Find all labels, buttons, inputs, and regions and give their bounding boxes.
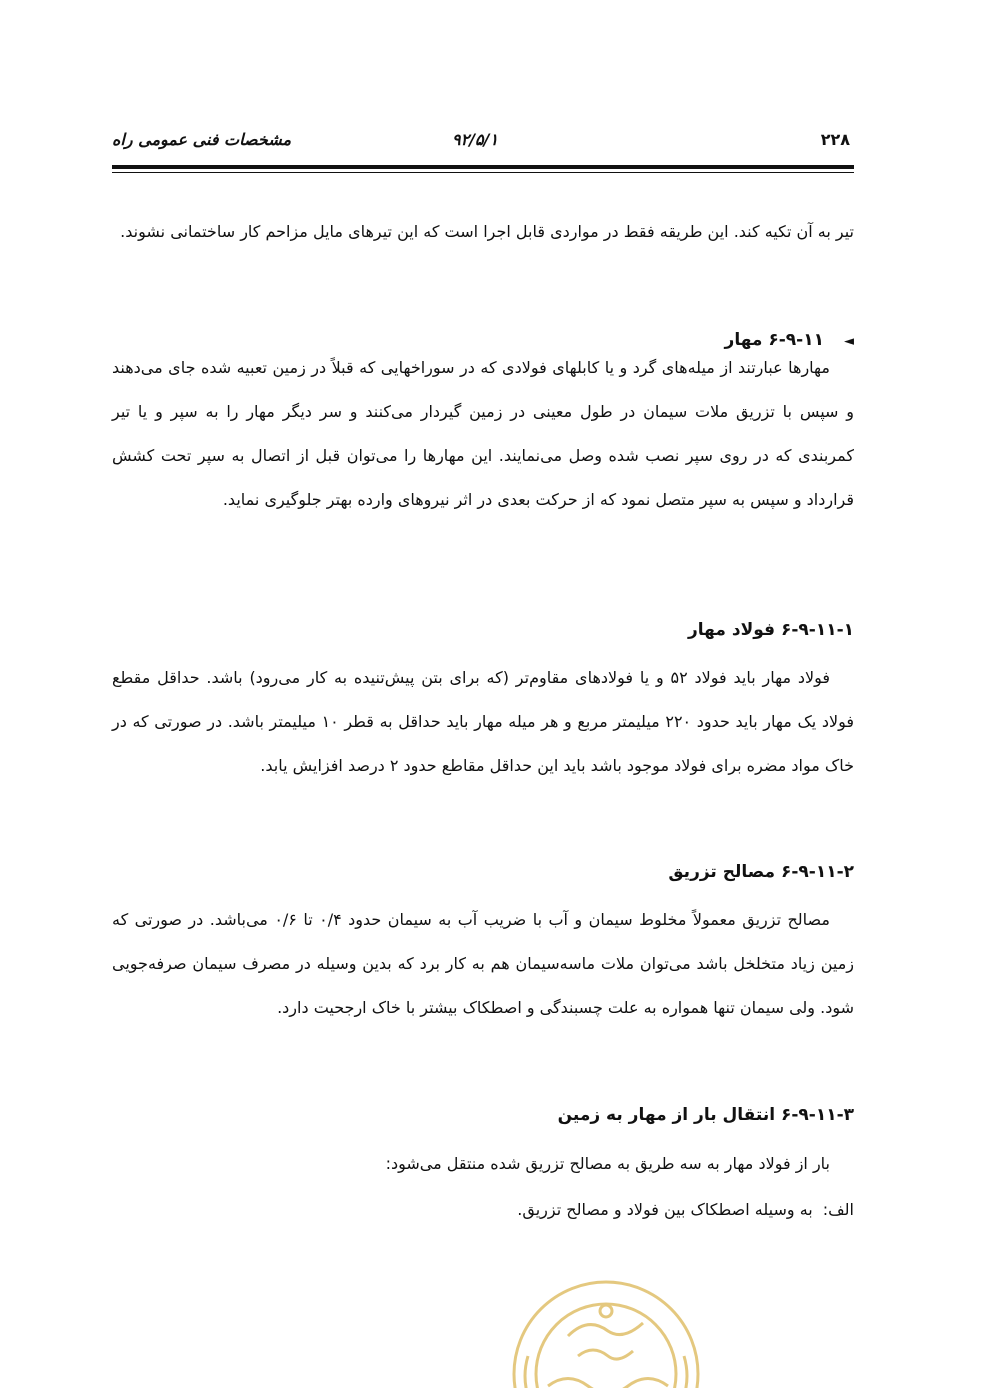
section-heading-load-transfer: ۶-۹-۱۱-۳ انتقال بار از مهار به زمین: [557, 1105, 854, 1125]
document-page: [112, 0, 854, 1388]
publisher-seal-logo: [508, 1276, 704, 1388]
section-heading-grout: ۶-۹-۱۱-۲ مصالح تزریق: [668, 862, 854, 882]
paragraph-anchor-steel: فولاد مهار باید فولاد ۵۲ و یا فولادهای مقاوم‌تر (که برای بتن پیش‌تنیده به کار می‌رود) باشد. حداقل مقطع فولاد یک مهار باید حدود ۲۲۰ میلیمتر مربع و هر میله مهار باید حداقل به قطر ۱۰ میلیمتر باشد. در صورتی که در خاک مواد مضره برای فولاد موجود باشد باید این حداقل مقاطع حدود ۲ درصد افزایش یابد.: [112, 668, 854, 775]
list-item-a: [517, 1190, 854, 1230]
intro-paragraph: تیر به آن تکیه کند. این طریقه فقط در مواردی قابل اجرا است که این تیرهای مایل مزاحم کار ساختمانی نشوند.: [120, 222, 854, 241]
paragraph-grout: مصالح تزریق معمولاً مخلوط سیمان و آب با ضریب آب به سیمان حدود ۰/۴ تا ۰/۶ می‌باشد. در صورتی که زمین زیاد متخلخل باشد می‌توان ملات ماسه‌سیمان هم به کار برد که بدین وسیله در مصرف سیمان صرفه‌جویی شود. ولی سیمان تنها همواره به علت چسبندگی و اصطکاک بیشتر با خاک ارجحیت دارد.: [112, 910, 854, 1017]
list-item-text: به وسیله اصطکاک بین فولاد و مصالح تزریق.: [517, 1200, 813, 1219]
header-date: ۹۲/۵/۱: [452, 130, 499, 149]
list-item-label: الف:: [822, 1200, 854, 1219]
header-rule-thick: [112, 165, 854, 169]
paragraph-anchors: مهارها عبارتند از میله‌های گرد و یا کابلهای فولادی که در سوراخهایی که قبلاً در زمین تعبیه شده جای می‌دهند و سپس با تزریق ملات سیمان در طول معینی در زمین گیردار می‌کنند و سر دیگر مهار را به سپر و یا تیر کمربندی که در روی سپر نصب شده وصل می‌نمایند. این مهارها را می‌توان قبل از اتصال به سپر تحت کشش قرارداد و سپس به سپر متصل نمود که از حرکت بعدی در اثر نیروهای وارده بهتر جلوگیری نماید.: [112, 358, 854, 509]
page-number: ۲۲۸: [820, 130, 850, 149]
section-heading-text: ۶-۹-۱۱ مهار: [724, 330, 824, 350]
paragraph-load-transfer: بار از فولاد مهار به سه طریق به مصالح تزریق شده منتقل می‌شود:: [385, 1154, 830, 1173]
bullet-arrow-icon: ◄: [844, 334, 854, 349]
page-header: [112, 130, 854, 154]
section-heading-anchor-steel: ۶-۹-۱۱-۱ فولاد مهار: [688, 620, 854, 640]
seal-emblem: [508, 1276, 704, 1388]
header-title: مشخصات فنی عمومی راه: [112, 130, 292, 149]
header-rule-thin: [112, 172, 854, 173]
